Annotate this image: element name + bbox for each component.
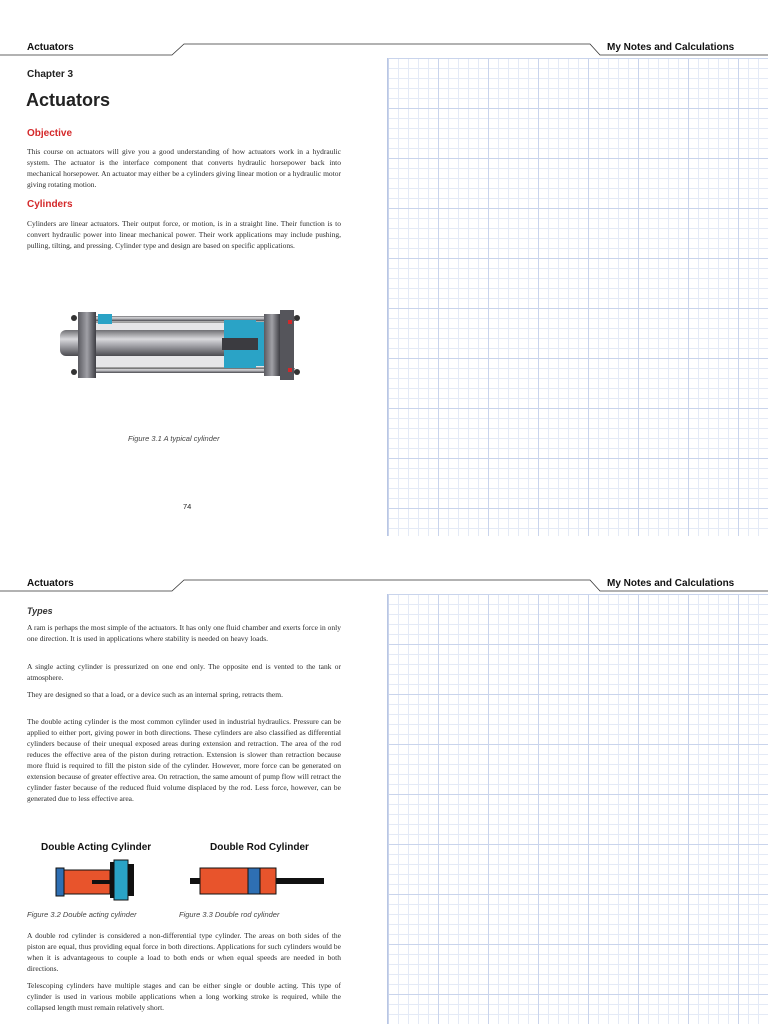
objective-paragraph: This course on actuators will give you a good understanding of how actuators work in a hydraulic system. The actuator is the interface component that converts hydraulic horsepower back into mechanical horsepower. An actuator may either be a cylinders giving linear motion or a hydraulic motor giving rotating motion. — [27, 147, 341, 189]
header-rule — [0, 538, 768, 598]
retract-paragraph: They are designed so that a load, or a device such as an internal spring, retracts them. — [27, 690, 283, 699]
telescoping-paragraph: Telescoping cylinders have multiple stages and can be either single or double acting. This type of cylinder is used in various mobile applications when a long working stroke is required, while the collapsed length must remain relatively short. — [27, 981, 341, 1012]
typical-cylinder-illustration — [52, 302, 312, 388]
cylinders-heading: Cylinders — [27, 199, 73, 210]
chapter-label: Chapter 3 — [27, 69, 74, 80]
single-acting-paragraph: A single acting cylinder is pressurized on one end only. The opposite end is vented to the tank or atmosphere. — [27, 662, 341, 682]
double-rod-cylinder-diagram — [190, 864, 330, 900]
header-section-title: Actuators — [27, 578, 74, 589]
page-title: Actuators — [26, 90, 111, 110]
figure-3-3-caption: Figure 3.3 Double rod cylinder — [179, 910, 280, 919]
cylinders-paragraph: Cylinders are linear actuators. Their output force, or motion, is in a straight line. Their function is to convert hydraulic power into linear mechanical power. Their work applications may include pushing, pulling, tilting, and pressing. Cylinder type and design are based on specific applications. — [27, 219, 341, 250]
double-rod-title: Double Rod Cylinder — [210, 842, 309, 853]
double-acting-title: Double Acting Cylinder — [41, 842, 152, 853]
manual-page-75 — [0, 538, 768, 1024]
double-acting-cylinder-diagram — [52, 858, 142, 902]
header-notes-title: My Notes and Calculations — [607, 42, 735, 53]
types-heading: Types — [27, 606, 53, 616]
page-number: 74 — [183, 502, 192, 511]
figure-3-2-caption: Figure 3.2 Double acting cylinder — [27, 910, 137, 919]
notes-grid — [387, 594, 768, 1024]
ram-paragraph: A ram is perhaps the most simple of the actuators. It has only one fluid chamber and exerts force in only one direction. It is used in applications where stability is needed on heavy loads. — [27, 623, 341, 643]
double-acting-paragraph: The double acting cylinder is the most common cylinder used in industrial hydraulics. Pressure can be applied to either port, giving power in both directions. These cylinders are also classified as differential cylinders because of their unequal exposed areas during extension and retraction. The area of the rod reduces the effective area of the piston during retraction. Extension is slower than retraction because more fluid is required to fill the piston side of the cylinder. However, more force can be generated on extension because of greater effective area. On retraction, the same amount of pump flow will retract the cylinder faster because of the reduced fluid volume displaced by the rod. Less force, however, can be generated due to less effective area. — [27, 717, 341, 803]
objective-heading: Objective — [27, 128, 73, 139]
notes-grid — [387, 58, 768, 536]
header-notes-title: My Notes and Calculations — [607, 578, 735, 589]
header-section-title: Actuators — [27, 42, 74, 53]
figure-3-1-caption: Figure 3.1 A typical cylinder — [128, 434, 220, 443]
double-rod-paragraph: A double rod cylinder is considered a non-differential type cylinder. The areas on both sides of the piston are equal, thus providing equal force in both directions. Applications for such cylinders would be when it is advantageous to couple a load to both ends or when equal speeds are needed in both directions. — [27, 931, 341, 973]
